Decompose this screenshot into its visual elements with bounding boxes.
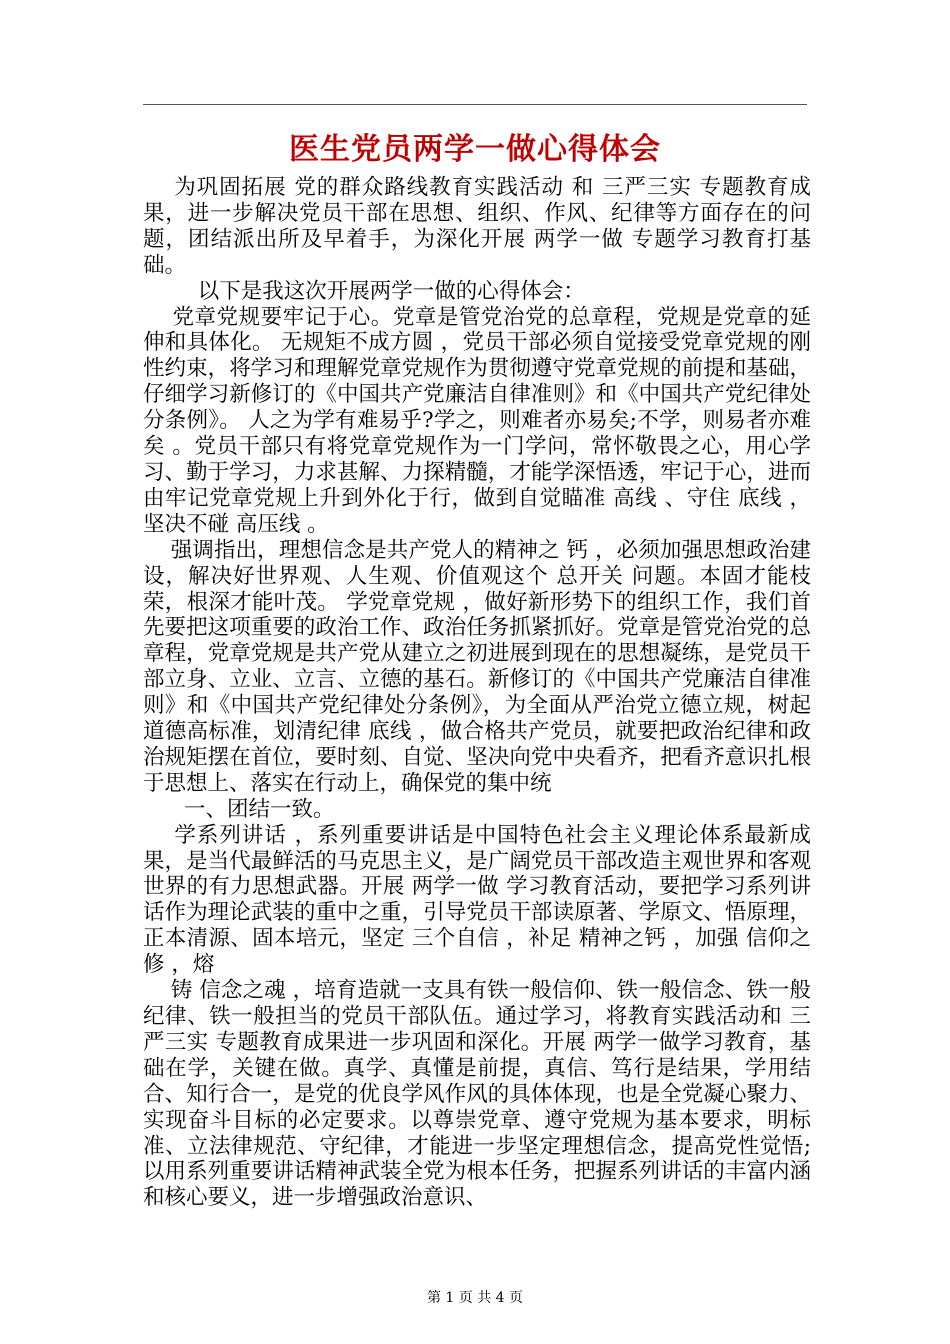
paragraph: 为巩固拓展 党的群众路线教育实践活动 和 三严三实 专题教育成果，进一步解决党员干部在思想、组织、作风、纪律等方面存在的问题，团结派出所及早着手，为深化开展 两学一做 专题学习教育打基础。 — [143, 175, 811, 278]
section-heading: 一、团结一致。 — [143, 796, 335, 822]
document-body — [143, 175, 811, 1211]
paragraph: 强调指出，理想信念是共产党人的精神之 钙 ，必须加强思想政治建设，解决好世界观、人生观、价值观这个 总开关 问题。本固才能枝荣，根深才能叶茂。 学党章党规 ，做好新形势下的组织工作，我们首先要把这项重要的政治工作、政治任务抓紧抓好。党章是管党治党的总章程，党章党规是共产党从建立之初进展到现在的思想凝练，是党员干部立身、立业、立言、立德的基石。新修订的《中国共产党廉洁自律准则》和《中国共产党纪律处分条例》，为全面从严治党立德立规，树起道德高标准，划清纪律 底线 ，做合格共产党员，就要把政治纪律和政治规矩摆在首位，要时刻、自觉、坚决向党中央看齐，把看齐意识扎根于思想上、落实在行动上，确保党的集中统 — [143, 537, 811, 796]
page-number: 第 1 页 共 4 页 — [426, 1290, 524, 1306]
paragraph: 学系列讲话 ，系列重要讲话是中国特色社会主义理论体系最新成果，是当代最鲜活的马克思主义，是广阔党员干部改造主观世界和客观世界的有力思想武器。开展 两学一做 学习教育活动，要把学习系列讲话作为理论武装的重中之重，引导党员干部读原著、学原文、悟原理，正本清源、固本培元，坚定 三个自信 ，补足 精神之钙 ，加强 信仰之修 ，熔 — [143, 822, 812, 978]
header-rule — [143, 104, 807, 105]
paragraph: 党章党规要牢记于心。党章是管党治党的总章程，党规是党章的延伸和具体化。 无规矩不成方圆 ，党员干部必须自觉接受党章党规的刚性约束，将学习和理解党章党规作为贯彻遵守党章党规的前提和基础，仔细学习新修订的《中国共产党廉洁自律准则》和《中国共产党纪律处分条例》。 人之为学有难易乎?学之，则难者亦易矣;不学，则易者亦难矣 。党员干部只有将党章党规作为一门学问，常怀敬畏之心，用心学习、勤于学习，力求甚解、力探精髓，才能学深悟透，牢记于心，进而由牢记党章党规上升到外化于行，做到自觉瞄准 高线 、守住 底线 ，坚决不碰 高压线 。 — [143, 304, 811, 537]
paragraph: 以下是我这次开展两学一做的心得体会： — [143, 278, 585, 304]
document-title: 医生党员两学一做心得体会 — [289, 132, 661, 167]
paragraph: 铸 信念之魂 ，培育造就一支具有铁一般信仰、铁一般信念、铁一般纪律、铁一般担当的党员干部队伍。通过学习，将教育实践活动和 三严三实 专题教育成果进一步巩固和深化。开展 两学一做学习教育，基础在学，关键在做。真学、真懂是前提，真信、笃行是结果，学用结合、知行合一，是党的优良学风作风的具体体现，也是全党凝心聚力、实现奋斗目标的必定要求。以尊崇党章、遵守党规为基本要求，明标准、立法律规范、守纪律，才能进一步坚定理想信念，提高党性觉悟;以用系列重要讲话精神武装全党为根本任务，把握系列讲话的丰富内涵和核心要义，进一步增强政治意识、 — [143, 978, 811, 1211]
